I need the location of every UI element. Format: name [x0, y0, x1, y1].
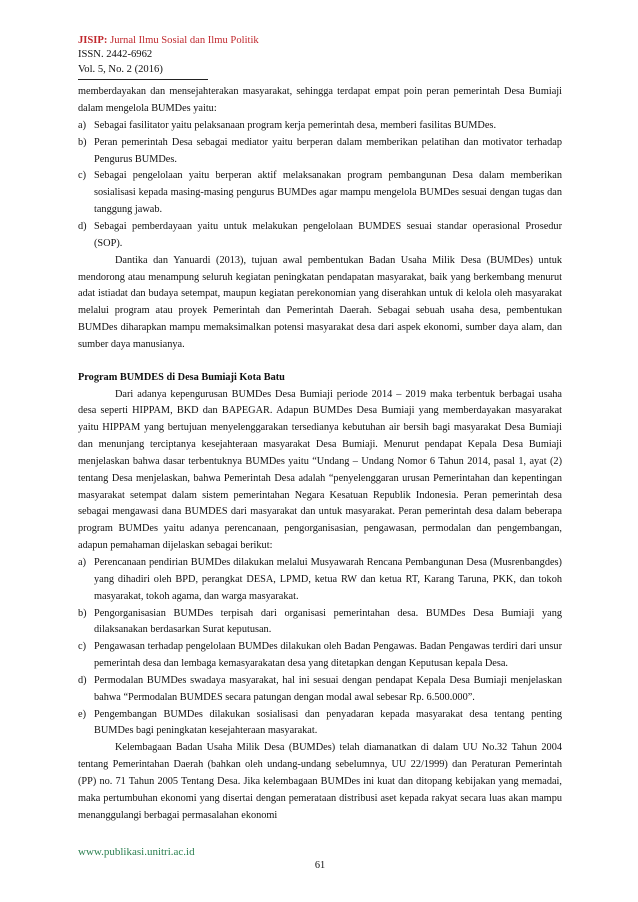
- list-item: b) Peran pemerintah Desa sebagai mediator yaitu berperan dalam memberikan pelatihan dan motivator terhadap Pengurus BUMDes.: [78, 136, 562, 165]
- volume: Vol. 5, No. 2 (2016): [78, 63, 163, 75]
- list-item: a) Sebagai fasilitator yaitu pelaksanaan program kerja pemerintah desa, memberi fasilitas BUMDes.: [78, 119, 497, 131]
- programs-list: [78, 555, 562, 740]
- paragraph-program: Dari adanya kepengurusan BUMDes Desa Bumiaji periode 2014 – 2019 maka terbentuk berbagai usaha desa seperti HIPPAM, BKD dan BAPEGAR. Adapun BUMDes Desa Bumiaji yang memberdayakan masyarakat yaitu HIPPAM yang bertujuan menyelenggarakan tersedianya kebutuhan air bersih bagi masyarakat Desa Bumiaji dan menunjang terciptanya kesejahteraan masyarakat Desa Bumiaji. Menurut pendapat Kepala Desa Bumiaji menjelaskan bahwa dasar terbentuknya BUMDes yaitu “Undang – Undang Nomor 6 Tahun 2014, pasal 1, ayat (2) tentang Desa menjelaskan, bahwa Pemerintah Desa adalah “penyelenggaran urusan Pemerintahan dan kepentingan masyarakat setempat dalam sistem pemerintahan Negara Kesatuan Republik Indonesia. Peran pemerintah desa sebagai mengawasi dana BUMDES dari masyarakat dan untuk masyarakat. Peran pemerintah desa dalam beberapa program BUMDes yaitu adanya perencanaan, pengorganisasian, pengawasan, permodalan dan pengembangan, adapun pemahaman dijelaskan sebagai berikut:: [78, 388, 562, 552]
- list-item: d) Sebagai pemberdayaan yaitu untuk melakukan pengelolaan BUMDES sesuai standar operasional Prosedur (SOP).: [78, 220, 562, 249]
- paragraph-kelembagaan: Kelembagaan Badan Usaha Milik Desa (BUMDes) telah diamanatkan di dalam UU No.32 Tahun 2004 tentang Pemerintahan Daerah (bahkan oleh undang-undang sebelumnya, UU 22/1999) dan Peraturan Pemerintah (PP) no. 71 Tahun 2005 Tentang Desa. Jika kelembagaan BUMDes ini kuat dan ditopang kebijakan yang memadai, maka pertumbuhan ekonomi yang disertai dengan pemerataan distribusi aset kepada rakyat secara luas akan mampu menanggulangi berbagai permasalahan ekonomi: [78, 742, 562, 821]
- list-item: a) Perencanaan pendirian BUMDes dilakukan melalui Musyawarah Rencana Pembangunan Desa (Musrenbangdes) yang dihadiri oleh BPD, perangkat DESA, LPMD, ketua RW dan ketua RT, Karang Taruna, PKK, dan tokoh masyarakat, tokoh agama, dan warga masyarakat.: [78, 557, 562, 602]
- list-item: d) Permodalan BUMDes swadaya masyarakat, hal ini sesuai dengan pendapat Kepala Desa Bumiaji menjelaskan bahwa “Permodalan BUMDES secara patungan dengan modal awal sebesar Rp. 6.500.000”.: [78, 674, 562, 703]
- footer-url: www.publikasi.unitri.ac.id: [78, 846, 195, 858]
- paragraph-dantika: Dantika dan Yanuardi (2013), tujuan awal pembentukan Badan Usaha Milik Desa (BUMDes) untuk mendorong atau menampung seluruh kegiatan peningkatan pendapatan masyarakat, baik yang berkembang menurut adat istiadat dan budaya setempat, maupun kegiatan perekonomian yang diserahkan untuk di kelola oleh masyarakat melalui program atau proyek Pemerintah dan Pemerintah Daerah. Sebagai sebuah usaha desa, pembentukan BUMDes diharapkan mampu memaksimalkan potensi masyarakat desa dari aspek ekonomi, sumber daya alam, dan sumber daya manusianya.: [78, 254, 562, 350]
- list-item: c) Pengawasan terhadap pengelolaan BUMDes dilakukan oleh Badan Pengawas. Badan Pengawas terdiri dari unsur pemerintah desa dan lembaga kemasyarakatan desa yang ditetapkan dengan Keputusan kepala Desa.: [78, 641, 562, 670]
- issn: ISSN. 2442-6962: [78, 49, 153, 61]
- running-header: [78, 34, 562, 80]
- journal-name: Jurnal Ilmu Sosial dan Ilmu Politik: [110, 35, 259, 46]
- list-item: b) Pengorganisasian BUMDes terpisah dari organisasi pemerintahan desa. BUMDes Desa Bumiaji yang dilaksanakan berdasarkan Surat keputusan.: [78, 607, 562, 636]
- article-body: [78, 84, 562, 824]
- list-item: c) Sebagai pengelolaan yaitu berperan aktif melaksanakan program pembangunan Desa dalam memberikan sosialisasi kepada masing-masing pengurus BUMDes agar mampu mengelola BUMDes sesuai dengan tugas dan tanggung jawab.: [78, 170, 562, 216]
- header-rule: [78, 79, 208, 80]
- roles-list: [78, 118, 562, 253]
- section-heading: Program BUMDES di Desa Bumiaji Kota Batu: [78, 371, 285, 383]
- journal-title: [78, 34, 562, 48]
- list-item: e) Pengembangan BUMDes dilakukan sosialisasi dan penyadaran kepada masyarakat desa tentang penting BUMDes bagi peningkatan kesejahteraan masyarakat.: [78, 708, 562, 737]
- page-number: 61: [314, 860, 326, 871]
- intro-paragraph: memberdayakan dan mensejahterakan masyarakat, sehingga terdapat empat poin peran pemerintah Desa Bumiaji dalam mengelola BUMDes yaitu:: [78, 86, 562, 115]
- journal-abbr: JISIP:: [78, 35, 108, 46]
